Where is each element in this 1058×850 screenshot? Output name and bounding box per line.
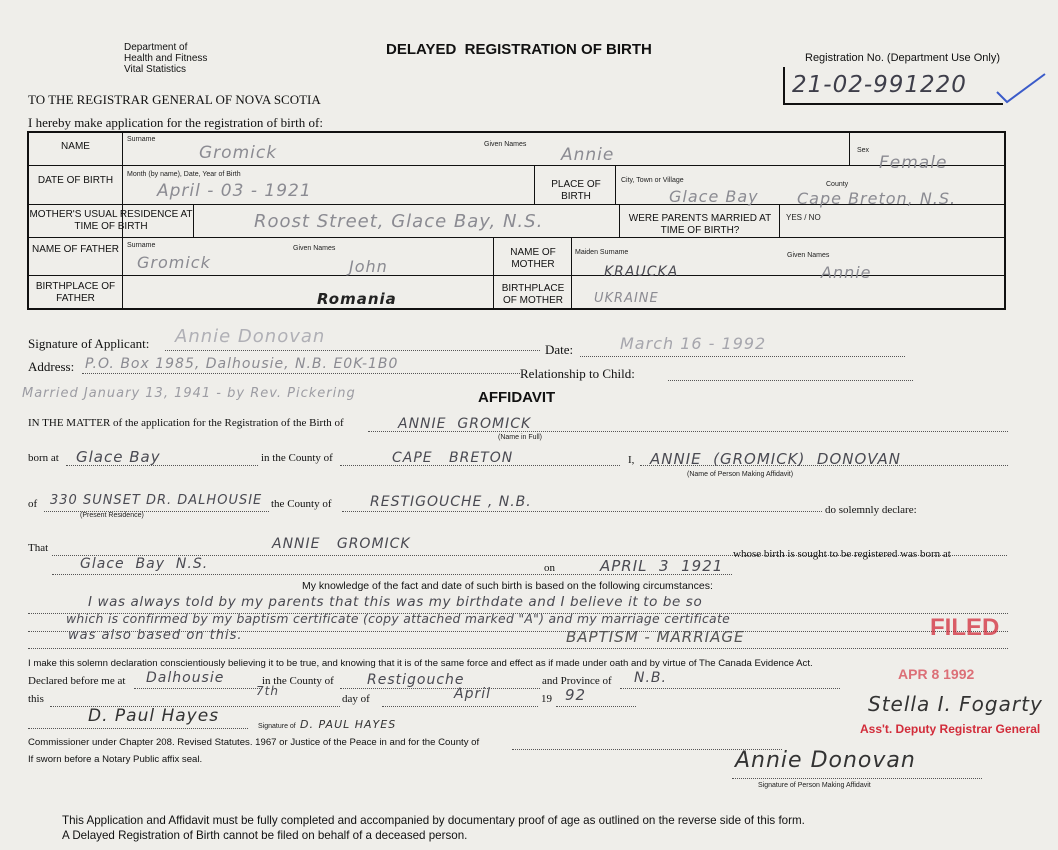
affiant-signature-label: Signature of Person Making Affidavit bbox=[758, 782, 871, 789]
declared-at-value: Dalhousie bbox=[146, 670, 225, 686]
i-label: I, bbox=[628, 454, 635, 466]
declared-county-label: in the County of bbox=[262, 675, 334, 687]
address-label: Address: bbox=[28, 359, 75, 374]
month-value: April bbox=[454, 686, 491, 702]
surname-label: Surname bbox=[127, 136, 156, 143]
given-names-value: Annie bbox=[561, 145, 615, 165]
dob-value: April - 03 - 1921 bbox=[157, 181, 312, 201]
intro-text: I hereby make application for the registration of birth of: bbox=[28, 115, 323, 130]
commissioner-name: D. PAUL HAYES bbox=[300, 718, 397, 731]
department-block bbox=[124, 42, 207, 75]
name-label: NAME bbox=[61, 141, 90, 152]
name-in-full-label: (Name in Full) bbox=[498, 434, 542, 441]
relationship-label: Relationship to Child: bbox=[520, 366, 635, 381]
circumstance-note: BAPTISM - MARRIAGE bbox=[566, 628, 745, 646]
born-at-value: Glace Bay bbox=[76, 448, 161, 466]
addressee: TO THE REGISTRAR GENERAL OF NOVA SCOTIA bbox=[28, 92, 321, 107]
on-label: on bbox=[544, 562, 555, 574]
footer-line-2: A Delayed Registration of Birth cannot be filed on behalf of a deceased person. bbox=[62, 829, 468, 842]
mother-residence-label bbox=[29, 209, 193, 233]
registration-form-table bbox=[27, 131, 1006, 310]
form-title: DELAYED REGISTRATION OF BIRTH bbox=[386, 41, 652, 58]
affiant-name-label: (Name of Person Making Affidavit) bbox=[687, 471, 794, 478]
born-county-label: in the County of bbox=[261, 452, 333, 464]
department-line: Department of bbox=[124, 42, 188, 53]
birth-place-value: Glace Bay N.S. bbox=[80, 556, 209, 572]
province-label: and Province of bbox=[542, 675, 612, 687]
affidavit-heading: AFFIDAVIT bbox=[478, 389, 556, 406]
address-value: P.O. Box 1985, Dalhousie, N.B. E0K-1B0 bbox=[85, 356, 399, 372]
circumstance-line-3: was also based on this. bbox=[68, 628, 243, 643]
dob-label-text: DATE OF BIRTH bbox=[37, 175, 114, 186]
declared-county-value: Restigouche bbox=[367, 672, 465, 688]
filed-date-stamp: APR 8 1992 bbox=[898, 666, 975, 682]
parents-married-label-text: WERE PARENTS MARRIED AT TIME OF BIRTH? bbox=[628, 213, 772, 236]
year-prefix: 19 bbox=[541, 693, 552, 705]
parents-married-label bbox=[621, 213, 779, 237]
day-value: 7th bbox=[256, 684, 279, 698]
department-line: Vital Statistics bbox=[124, 64, 187, 75]
father-birthplace-value: Romania bbox=[317, 290, 397, 308]
declared-before-label: Declared before me at bbox=[28, 675, 126, 687]
sex-value: Female bbox=[879, 153, 948, 173]
circumstance-line-1: I was always told by my parents that this was my birthdate and I believe it to be so bbox=[88, 594, 703, 610]
dob-label bbox=[29, 175, 122, 187]
birth-date-value: APRIL 3 1921 bbox=[600, 557, 724, 575]
province-value: N.B. bbox=[634, 670, 667, 686]
given-names-label: Given Names bbox=[484, 141, 527, 148]
city-value: Glace Bay bbox=[669, 187, 759, 206]
notary-text: If sworn before a Notary Public affix seal. bbox=[28, 754, 203, 765]
mother-name-label-text: NAME OF MOTHER bbox=[510, 247, 556, 270]
father-birthplace-label bbox=[29, 281, 122, 305]
county-value: Cape Breton, N.S. bbox=[797, 189, 957, 208]
applicant-signature-label: Signature of Applicant: bbox=[28, 336, 150, 351]
maiden-surname-value: KRAUCKA bbox=[604, 264, 679, 280]
circumstance-line-2: which is confirmed by my baptism certificate (copy attached marked "A") and my marriage certificate bbox=[66, 611, 731, 626]
check-mark-icon bbox=[995, 70, 1047, 106]
whose-birth-label: whose birth is sought to be registered was born at bbox=[733, 548, 951, 560]
that-label: That bbox=[28, 542, 49, 554]
father-name-label bbox=[29, 244, 122, 256]
city-label: City, Town or Village bbox=[621, 177, 684, 184]
of-label: of bbox=[28, 498, 38, 510]
solemn-declaration: I make this solemn declaration conscientiously believing it to be true, and knowing that it is of the same force and effect as if made under oath and by virtue of The Canada Evidence Act. bbox=[28, 658, 813, 669]
declare-label: do solemnly declare: bbox=[825, 504, 917, 516]
mother-birthplace-label bbox=[495, 283, 571, 307]
registration-no-value: 21-02-991220 bbox=[792, 72, 967, 98]
residence-county-value: RESTIGOUCHE , N.B. bbox=[370, 494, 532, 510]
pob-label-text: PLACE OF BIRTH bbox=[551, 179, 601, 202]
applicant-date: March 16 - 1992 bbox=[620, 334, 767, 353]
footer-line-1: This Application and Affidavit must be fully completed and accompanied by documentary proof of age as outlined on the reverse side of this form. bbox=[62, 814, 805, 827]
commissioner-text: Commissioner under Chapter 208. Revised Statutes. 1967 or Justice of the Peace in and for the County of bbox=[28, 737, 480, 748]
day-of-label: day of bbox=[342, 693, 370, 705]
residence-county-label: the County of bbox=[271, 498, 332, 510]
this-label: this bbox=[28, 693, 44, 705]
applicant-signature: Annie Donovan bbox=[175, 326, 326, 347]
marriage-note: Married January 13, 1941 - by Rev. Pickering bbox=[22, 386, 356, 401]
father-surname-value: Gromick bbox=[137, 253, 211, 272]
matter-text: IN THE MATTER of the application for the Registration of the Birth of bbox=[28, 417, 344, 429]
registration-no-label: Registration No. (Department Use Only) bbox=[805, 52, 1001, 64]
born-at-label: born at bbox=[28, 452, 59, 464]
knowledge-label: My knowledge of the fact and date of such birth is based on the following circumstances: bbox=[302, 580, 713, 592]
affiant-name: ANNIE (GROMICK) DONOVAN bbox=[650, 450, 902, 468]
department-line: Health and Fitness bbox=[124, 53, 208, 64]
county-label: County bbox=[826, 181, 849, 188]
registrar-signature: Stella I. Fogarty bbox=[868, 692, 1043, 716]
maiden-surname-label: Maiden Surname bbox=[575, 249, 629, 256]
residence-label: (Present Residence) bbox=[80, 512, 144, 519]
mother-birthplace-value: UKRAINE bbox=[594, 291, 659, 306]
applicant-date-label: Date: bbox=[545, 342, 574, 357]
father-given-value: John bbox=[349, 257, 388, 276]
mother-birthplace-label-text: BIRTHPLACE OF MOTHER bbox=[501, 283, 565, 306]
subject-name: ANNIE GROMICK bbox=[398, 416, 532, 432]
father-birthplace-label-text: BIRTHPLACE OF FATHER bbox=[35, 281, 116, 304]
dob-sub-label: Month (by name), Date, Year of Birth bbox=[127, 171, 241, 178]
pob-label bbox=[537, 179, 615, 203]
mother-given-value: Annie bbox=[821, 263, 872, 282]
born-county-value: CAPE BRETON bbox=[392, 450, 514, 466]
surname-value: Gromick bbox=[199, 143, 278, 163]
affiant-signature: Annie Donovan bbox=[735, 748, 916, 773]
signature-of-label: Signature of bbox=[258, 723, 296, 730]
mother-residence-label-text: MOTHER'S USUAL RESIDENCE AT TIME OF BIRTH bbox=[29, 209, 193, 232]
that-name: ANNIE GROMICK bbox=[272, 536, 411, 552]
father-given-label: Given Names bbox=[293, 245, 336, 252]
sex-label: Sex bbox=[857, 147, 870, 154]
year-value: 92 bbox=[565, 686, 587, 704]
residence-value: 330 SUNSET DR. DALHOUSIE bbox=[50, 493, 263, 508]
mother-given-label: Given Names bbox=[787, 252, 830, 259]
father-name-label-text: NAME OF FATHER bbox=[31, 244, 120, 255]
father-surname-label: Surname bbox=[127, 242, 156, 249]
yes-no-value: YES / NO bbox=[786, 213, 821, 222]
mother-name-label bbox=[495, 247, 571, 271]
filed-stamp: FILED bbox=[930, 614, 1000, 641]
commissioner-signature: D. Paul Hayes bbox=[88, 706, 220, 726]
mother-residence-value: Roost Street, Glace Bay, N.S. bbox=[254, 211, 544, 232]
registrar-title: Ass't. Deputy Registrar General bbox=[860, 722, 1041, 736]
